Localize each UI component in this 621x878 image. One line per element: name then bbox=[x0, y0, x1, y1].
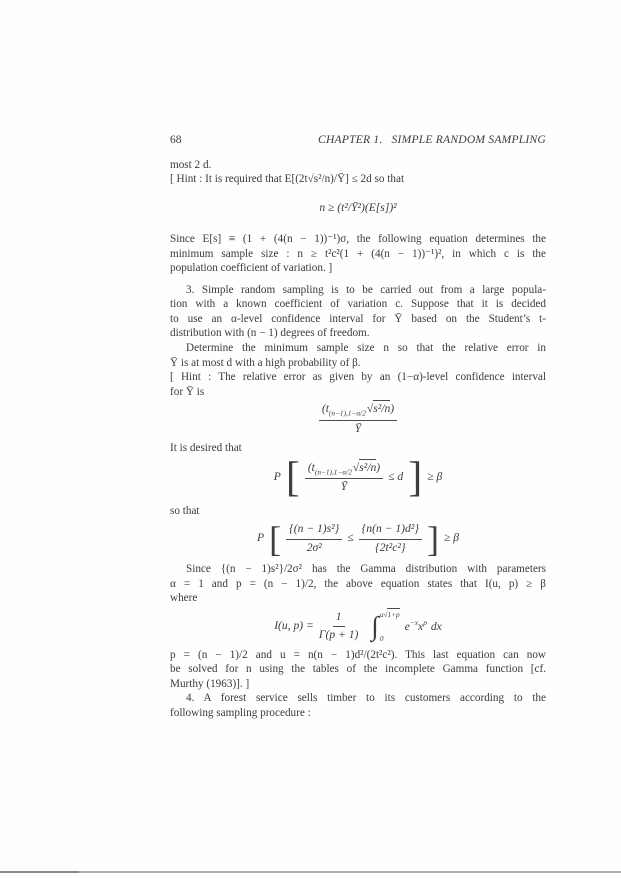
text-line: for Ȳ is bbox=[170, 385, 205, 398]
fraction-denominator: Ȳ bbox=[354, 421, 362, 435]
running-head bbox=[318, 133, 546, 148]
integral bbox=[371, 611, 399, 642]
fraction bbox=[319, 402, 397, 436]
integral-limits bbox=[380, 611, 400, 642]
math-relation-beta: ≥ β bbox=[427, 470, 443, 484]
text-line: Murthy (1963)]. ] bbox=[170, 677, 250, 690]
math-operator-P: P bbox=[273, 470, 281, 484]
paragraph-so-that bbox=[170, 504, 546, 519]
text-line: Since {(n − 1)s²}/2σ² has the Gamma distribution with parameters bbox=[186, 563, 546, 576]
fraction bbox=[305, 461, 383, 495]
math-superscript: p bbox=[423, 617, 427, 627]
text-line: It is desired that bbox=[170, 442, 242, 455]
horizontal-scrollbar[interactable] bbox=[0, 871, 621, 873]
paragraph-since-gamma bbox=[170, 562, 546, 606]
page-header bbox=[170, 133, 546, 148]
paragraph-problem-4 bbox=[170, 691, 546, 720]
equation-probability-d: P [ $\frac{(t_{(n-1),1-\alpha/2}√s^2/n)}{Ȳ}$ ≤ d ] ≥ β bbox=[273, 454, 443, 501]
text-line: α = 1 and p = (n − 1)/2, the above equation states that I(u, p) ≥ β bbox=[170, 577, 546, 590]
text-line: [ Hint : The relative error as given by an (1−α)-level confidence interval bbox=[170, 371, 546, 384]
text-line: Ȳ is at most d with a high probability of β. bbox=[170, 356, 361, 369]
integrand bbox=[405, 618, 442, 634]
paragraph-determine bbox=[170, 341, 546, 370]
text-line: tion with a known coefficient of variation c. Suppose that it is decided bbox=[170, 298, 546, 311]
math-relation-beta: ≥ β bbox=[443, 531, 459, 545]
equation-relative-error bbox=[170, 402, 546, 436]
paragraph-desired bbox=[170, 441, 546, 456]
fraction bbox=[319, 610, 359, 643]
text-line: following sampling procedure : bbox=[170, 706, 311, 719]
running-head-title: SIMPLE RANDOM SAMPLING bbox=[391, 133, 546, 146]
text-line: so that bbox=[170, 504, 200, 517]
text-line: p = (n − 1)/2 and u = n(n − 1)d²/(2t²c²). This last equation can now bbox=[170, 648, 546, 661]
fraction-numerator bbox=[319, 402, 397, 420]
text-line: Determine the minimum sample size n so that the relative error in bbox=[186, 341, 546, 354]
math-superscript: −x bbox=[409, 617, 419, 627]
integral-upper-limit bbox=[380, 610, 400, 619]
paragraph-hint-relative-error bbox=[170, 370, 546, 399]
text-line: 3. Simple random sampling is to be carried out from a large popula- bbox=[186, 283, 546, 296]
text-line: 4. A forest service sells timber to its customers according to the bbox=[186, 692, 546, 705]
scrollbar-thumb[interactable] bbox=[0, 871, 79, 873]
math-relation: ≤ d bbox=[388, 470, 404, 484]
math-term: (t bbox=[307, 460, 315, 474]
math-subscript: (n−1),1−α/2 bbox=[328, 408, 366, 418]
math-operator-P: P bbox=[257, 531, 265, 545]
math-term: u√ bbox=[379, 609, 388, 619]
text-line: be solved for n using the tables of the incomplete Gamma function [cf. bbox=[170, 663, 546, 676]
fraction-numerator: {n(n − 1)d²} bbox=[359, 522, 422, 539]
math-lhs: I(u, p) = bbox=[274, 618, 314, 632]
text-line: population coefficient of variation. ] bbox=[170, 262, 333, 275]
paragraph-solved-for-n bbox=[170, 648, 546, 692]
math-term: ) bbox=[376, 460, 381, 474]
fraction bbox=[286, 522, 342, 555]
fraction-numerator: 1 bbox=[333, 610, 345, 627]
radicand: s²/n bbox=[373, 402, 391, 416]
math-term: ) bbox=[390, 402, 395, 416]
fraction bbox=[359, 522, 422, 555]
math-term: (t bbox=[321, 402, 329, 416]
text-line: distribution with (n − 1) degrees of freedom. bbox=[170, 327, 370, 340]
text-line: to use an α-level confidence interval for Ȳ based on the Student’s t- bbox=[170, 312, 546, 325]
text-line: minimum sample size : n ≥ t²c²(1 + (4(n − 1))⁻¹)², in which c is the bbox=[170, 247, 546, 260]
radicand: s²/n bbox=[359, 460, 377, 474]
fraction-denominator: Ȳ bbox=[340, 480, 348, 494]
math-subscript: (n−1),1−α/2 bbox=[314, 466, 352, 476]
math-relation: ≤ bbox=[347, 531, 354, 545]
fraction-numerator: {(n − 1)s²} bbox=[286, 522, 342, 539]
fraction-numerator bbox=[305, 461, 383, 479]
radical-sign: √ bbox=[366, 402, 374, 416]
paragraph-since-es bbox=[170, 232, 546, 276]
equation-probability-gamma: P [ $\frac{\text{\{(n − 1)s²\}}}{\text{2σ²}}$ ≤ $\frac{\text{\{n(n − 1)d²\}}}{\text{\{2t²c²\}}}$ ] ≥ β bbox=[257, 518, 459, 559]
running-head-chapter: CHAPTER 1. bbox=[318, 133, 383, 146]
text-line: where bbox=[170, 592, 198, 605]
equation-text: n ≥ (t²/Ȳ²)(E[s])² bbox=[319, 200, 397, 214]
equation-incomplete-gamma bbox=[170, 610, 546, 643]
page-content bbox=[170, 133, 546, 720]
text-line: Since E[s] ≡ (1 + (4(n − 1))⁻¹)σ, the following equation determines the bbox=[170, 233, 546, 246]
integral-sign: ∫ bbox=[371, 610, 379, 641]
paragraph-hint-required bbox=[170, 172, 546, 187]
paragraph-most-2d bbox=[170, 158, 546, 173]
math-term: e bbox=[404, 619, 410, 633]
math-term: dx bbox=[430, 619, 442, 633]
radicand: 1+p bbox=[387, 609, 400, 619]
text-line: [ Hint : It is required that E[(2t√s²/n)/Ȳ] ≤ 2d so that bbox=[170, 173, 405, 186]
text-line: most 2 d. bbox=[170, 158, 212, 171]
fraction-denominator: Γ(p + 1) bbox=[318, 628, 359, 642]
fraction-denominator: {2t²c²} bbox=[375, 540, 406, 554]
page-number: 68 bbox=[170, 134, 182, 146]
math-term: x bbox=[418, 619, 424, 633]
integral-lower-limit: 0 bbox=[379, 633, 384, 643]
equation-sample-size bbox=[170, 201, 546, 215]
radical-sign: √ bbox=[352, 460, 360, 474]
paragraph-problem-3 bbox=[170, 283, 546, 341]
fraction-denominator: 2σ² bbox=[306, 540, 322, 554]
